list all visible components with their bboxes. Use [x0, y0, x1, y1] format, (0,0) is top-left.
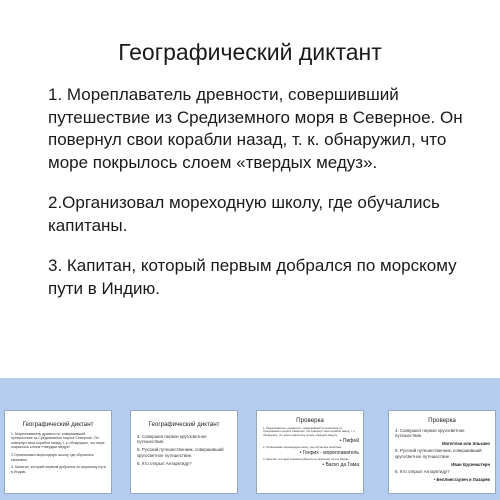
thumbnail-answer: Иван Крузенштерн: [451, 461, 490, 467]
thumbnail-text: 3. Капитан, который первым добрался по морскому пути в Индию.: [11, 465, 106, 474]
thumbnail-text: 1. Мореплаватель древности, совершивший путешествие из Средиземного моря в Северное. Он повернул свои корабли назад, т. к. обнаружил, что море покрылось слоем «твердых медуз».: [11, 432, 105, 450]
slide-thumbnail-1[interactable]: [4, 410, 112, 494]
thumbnail-body: [131, 429, 237, 466]
question-2: 2.Организовал мореходную школу, где обучались капитаны.: [48, 193, 440, 235]
slide-thumbnail-2[interactable]: [130, 410, 238, 494]
thumbnail-text: 4. Совершил первое кругосветное путешествие.: [395, 428, 465, 439]
slide-thumbnail-4[interactable]: [388, 410, 496, 494]
thumbnail-text: 1. Мореплаватель древности, совершивший путешествие из Средиземного моря в Северное. Он повернул свои корабли назад, т. к. обнаружил, что море покрылось слоем «твердых медуз».: [263, 426, 356, 437]
thumbnail-answer: • Генрих - мореплаватель: [299, 450, 359, 457]
question-1: 1. Мореплаватель древности, совершивший путешествие из Средиземного моря в Северное. Он повернул свои корабли назад, т. к. обнаружил, что море покрылось слоем «твердых медуз».: [48, 85, 463, 172]
thumbnail-text: 6. Кто открыл Антарктиду?: [137, 460, 192, 466]
thumbnail-body: [389, 425, 495, 482]
thumbnail-answer: • Беллинсгаузен и Лазарев: [433, 477, 490, 483]
thumbnail-text: 5. Русский путешественник, совершивший кругосветное путешествие.: [395, 448, 482, 459]
slide-body: [48, 84, 480, 318]
thumbnail-text: 2.Организовал мореходную школу, где обучались капитаны.: [11, 453, 94, 462]
thumbnail-text: 5. Русский путешественник, совершивший кругосветное путешествие.: [137, 447, 224, 458]
thumbnail-text: 4. Совершил первое кругосветное путешествие.: [137, 434, 207, 445]
slide-title: Географический диктант: [118, 39, 382, 65]
slide-thumbnail-strip: [0, 378, 500, 500]
thumbnail-text: 2. Организовал мореходную школу, где обучались капитаны.: [263, 444, 343, 449]
thumbnail-title: Проверка: [296, 417, 324, 424]
thumbnail-body: [257, 425, 363, 468]
thumbnail-text: 6. Кто открыл Антарктиду?: [395, 468, 450, 474]
slide-thumbnail-3[interactable]: [256, 410, 364, 494]
question-3: 3. Капитан, который первым добрался по морскому пути в Индию.: [48, 256, 457, 298]
thumbnail-title: Географический диктант: [22, 421, 94, 428]
thumbnail-answer: Магеллан или Элькано: [442, 441, 490, 447]
thumbnail-text: 3. Капитан, который первым добрался по морскому пути в Индию.: [263, 457, 350, 462]
thumbnail-answer: • Васко да Гама: [322, 462, 359, 469]
thumbnail-title: Географический диктант: [148, 421, 220, 428]
thumbnail-answer: • Пифей: [339, 437, 359, 444]
thumbnail-title: Проверка: [428, 417, 456, 424]
thumbnail-body: [5, 429, 111, 474]
